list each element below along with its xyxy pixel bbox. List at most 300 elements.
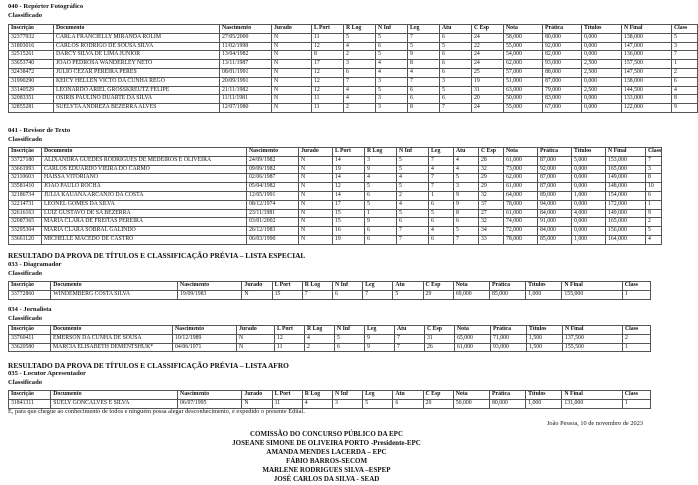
table-cell: 5: [365, 200, 397, 209]
table-cell: 4: [344, 42, 376, 51]
table-cell: 156,000: [606, 227, 646, 236]
table-cell: 32616163: [9, 209, 42, 218]
column-header: Jurado: [242, 391, 272, 400]
table-cell: 67,000: [543, 104, 582, 113]
column-header: C Esp: [472, 25, 504, 34]
table-cell: 3: [646, 165, 662, 174]
section-title: 034 - Jornalista: [8, 306, 52, 313]
table-cell: 5: [672, 33, 698, 42]
table-cell: 82,000: [543, 51, 582, 60]
table-cell: CARLA FRANCIELLY MIRANDA ROLIM: [54, 33, 220, 42]
table-row: [9, 86, 698, 95]
table-row: [9, 156, 662, 165]
table-cell: 33760411: [9, 334, 51, 343]
column-header: L Port: [275, 326, 305, 335]
table-cell: 5: [393, 290, 423, 299]
table-cell: LUIZ GUSTAVO DE SA BEZERRA: [42, 209, 247, 218]
table-cell: 9: [408, 51, 440, 60]
table-row: [9, 290, 651, 299]
table-cell: 89,000: [538, 191, 572, 200]
signature-line: FÁBIO BARROS-SECOM: [285, 457, 368, 465]
table-cell: 0,000: [572, 174, 606, 183]
table-cell: 0,000: [572, 165, 606, 174]
table-cell: 87,000: [538, 156, 572, 165]
signature-line: AMANDA MENDES LACERDA – EPC: [266, 448, 387, 456]
table-cell: 148,000: [606, 183, 646, 192]
table-cell: 1: [646, 200, 662, 209]
table-cell: 1,500: [527, 343, 563, 352]
table-cell: 164,000: [606, 235, 646, 244]
table-cell: 8: [646, 174, 662, 183]
table-cell: 133,000: [622, 95, 672, 104]
table-cell: N: [299, 200, 333, 209]
table-cell: 1: [622, 290, 650, 299]
table-row: [9, 95, 698, 104]
column-header: Class: [623, 326, 651, 335]
table-cell: 1: [622, 399, 650, 408]
table-cell: 37: [479, 200, 504, 209]
column-header: N Final: [562, 391, 622, 400]
results-table-reporter: [8, 24, 698, 113]
table-cell: 9: [454, 200, 479, 209]
column-header: Documento: [42, 148, 247, 157]
table-cell: SUELY GONCALVES E SILVA: [51, 399, 178, 408]
table-cell: 33661120: [9, 235, 42, 244]
table-cell: 27: [479, 209, 504, 218]
table-cell: 7: [395, 334, 425, 343]
table-cell: 50,000: [504, 95, 543, 104]
table-cell: 3: [344, 60, 376, 69]
table-cell: 138,000: [622, 77, 672, 86]
table-cell: 10/12/1989: [173, 334, 237, 343]
table-cell: 11/02/1998: [220, 42, 272, 51]
table-cell: 06/03/1990: [247, 235, 299, 244]
table-cell: N: [272, 104, 312, 113]
column-header: Nascimento: [247, 148, 299, 157]
table-cell: 5: [454, 174, 479, 183]
column-header: N Final: [622, 25, 672, 34]
column-header: Jurado: [237, 326, 275, 335]
table-cell: 7: [363, 290, 393, 299]
table-cell: 5: [376, 86, 408, 95]
column-header: Nascimento: [178, 282, 242, 291]
table-cell: 33661993: [9, 165, 42, 174]
table-cell: 1,000: [572, 191, 606, 200]
column-header: Documento: [51, 282, 178, 291]
table-cell: 154,000: [606, 191, 646, 200]
column-header: Leg: [408, 25, 440, 34]
table-cell: 21/11/1982: [220, 86, 272, 95]
table-cell: 131,000: [562, 399, 622, 408]
table-cell: 33295304: [9, 227, 42, 236]
table-cell: 33620580: [9, 343, 51, 352]
table-cell: N: [299, 218, 333, 227]
table-cell: 4: [454, 156, 479, 165]
table-row: [9, 227, 662, 236]
table-header-row: [9, 148, 662, 157]
table-cell: 19: [333, 235, 365, 244]
table-row: [9, 68, 698, 77]
table-cell: 24/09/1982: [247, 156, 299, 165]
table-cell: 6: [365, 191, 397, 200]
table-cell: 26/12/1983: [247, 227, 299, 236]
table-cell: 9: [672, 104, 698, 113]
table-cell: 6: [429, 235, 454, 244]
table-cell: SUELYTA ANDREZA BEZERRA ALVES: [54, 104, 220, 113]
table-cell: 62,000: [504, 174, 538, 183]
section-title: 035 - Locutor Apresentador: [8, 370, 86, 377]
table-cell: N: [299, 165, 333, 174]
table-cell: 6: [429, 200, 454, 209]
column-header: Títulos: [526, 391, 562, 400]
table-cell: 31990290: [9, 77, 54, 86]
column-header: Prática: [489, 282, 525, 291]
table-cell: 5: [363, 399, 393, 408]
table-cell: N: [272, 42, 312, 51]
table-cell: 85,000: [538, 235, 572, 244]
table-cell: 27/05/2000: [220, 33, 272, 42]
column-header: R Log: [365, 148, 397, 157]
table-cell: 33140529: [9, 86, 54, 95]
table-cell: 165,000: [606, 165, 646, 174]
table-cell: 55,000: [504, 42, 543, 51]
column-header: Inscrição: [9, 326, 51, 335]
column-header: R Log: [302, 391, 332, 400]
table-cell: HAISSA VITORIANO: [42, 174, 247, 183]
table-cell: 1,000: [526, 290, 562, 299]
table-cell: 71,000: [491, 334, 527, 343]
column-header: C Esp: [479, 148, 504, 157]
column-header: Inscrição: [9, 391, 51, 400]
column-header: Class: [672, 25, 698, 34]
column-header: N Inf: [376, 25, 408, 34]
table-cell: 74,000: [504, 218, 538, 227]
table-cell: 3: [376, 95, 408, 104]
column-header: C Esp: [425, 326, 455, 335]
table-cell: 5: [454, 227, 479, 236]
table-header-row: [9, 326, 651, 335]
table-cell: 24: [472, 51, 504, 60]
table-cell: 136,000: [622, 51, 672, 60]
table-cell: 28: [479, 156, 504, 165]
table-cell: 10: [646, 183, 662, 192]
column-header: N Inf: [332, 391, 362, 400]
table-cell: 9: [365, 165, 397, 174]
table-cell: 0,000: [572, 200, 606, 209]
column-header: Atu: [440, 25, 472, 34]
table-row: [9, 218, 662, 227]
table-cell: N: [299, 156, 333, 165]
table-cell: 2: [397, 191, 429, 200]
table-cell: 29: [479, 174, 504, 183]
table-cell: 80,000: [543, 33, 582, 42]
table-cell: 6: [408, 95, 440, 104]
results-table-jornalista: [8, 325, 651, 352]
table-header-row: [9, 25, 698, 34]
column-header: N Inf: [397, 148, 429, 157]
signature-line: COMISSÃO DO CONCURSO PÚBLICO DA EPC: [249, 430, 404, 438]
table-cell: 8: [312, 51, 344, 60]
table-cell: 32214731: [9, 200, 42, 209]
table-row: [9, 174, 662, 183]
table-cell: 147,000: [622, 42, 672, 51]
table-cell: 3: [376, 104, 408, 113]
table-cell: 09/09/1982: [247, 165, 299, 174]
column-header: N Inf: [335, 326, 365, 335]
table-cell: 05/04/1982: [247, 183, 299, 192]
table-cell: 172,000: [606, 200, 646, 209]
signature-line: JOSÉ CARLOS DA SILVA - SEAD: [273, 475, 380, 483]
table-cell: 12: [312, 68, 344, 77]
table-cell: 22: [472, 42, 504, 51]
table-cell: 5: [344, 33, 376, 42]
table-cell: 25: [472, 68, 504, 77]
table-cell: 80,000: [489, 399, 525, 408]
column-header: Leg: [363, 282, 393, 291]
table-cell: CARLOS EDUARDO VIEIRA DO CARMO: [42, 165, 247, 174]
table-cell: 165,000: [606, 218, 646, 227]
table-cell: 11: [312, 95, 344, 104]
table-cell: DARCY SILVA DE LIMA JUNIOR: [54, 51, 220, 60]
table-cell: EMERSON DA CUNHA DE SOUSA: [51, 334, 173, 343]
table-cell: 2: [672, 68, 698, 77]
table-cell: 17: [333, 200, 365, 209]
column-header: C Esp: [423, 282, 453, 291]
table-cell: 0,000: [582, 51, 622, 60]
table-cell: 15: [333, 218, 365, 227]
column-header: Nota: [453, 282, 489, 291]
table-cell: 54,000: [504, 51, 543, 60]
table-cell: 5: [646, 227, 662, 236]
table-cell: 8: [454, 209, 479, 218]
table-cell: N: [299, 227, 333, 236]
table-cell: ALIXANDRA GUEDES RODRIGUES DE MEDEIROS E OLIVEIRA: [42, 156, 247, 165]
table-cell: 91,000: [538, 218, 572, 227]
column-header: Prática: [491, 326, 527, 335]
column-header: N Final: [563, 326, 623, 335]
table-cell: 16: [333, 227, 365, 236]
table-cell: 4: [429, 165, 454, 174]
table-cell: 5: [408, 42, 440, 51]
table-cell: 3: [672, 42, 698, 51]
column-header: L Port: [312, 25, 344, 34]
table-cell: 31803016: [9, 42, 54, 51]
table-cell: 24: [472, 33, 504, 42]
table-cell: 29: [423, 290, 453, 299]
table-cell: 88,000: [543, 68, 582, 77]
table-row: [9, 399, 651, 408]
table-cell: 51,000: [504, 77, 543, 86]
column-header: Títulos: [526, 282, 562, 291]
table-cell: 65,000: [455, 334, 491, 343]
table-cell: 6: [397, 218, 429, 227]
column-header: L Port: [272, 391, 302, 400]
table-cell: WINDEMBERG COSTA SILVA: [51, 290, 178, 299]
signature-line: JOSEANE SIMONE DE OLIVEIRA PORTO -Presidente-EPC: [232, 439, 421, 447]
table-cell: 06/07/1995: [178, 399, 242, 408]
column-header: Nota: [453, 391, 489, 400]
table-cell: N: [299, 209, 333, 218]
table-cell: 87,000: [538, 183, 572, 192]
table-cell: JULIO CEZAR PEREIRA PERES: [54, 68, 220, 77]
table-cell: 32083351: [9, 95, 54, 104]
table-cell: 12/05/1991: [247, 191, 299, 200]
table-cell: 64,000: [504, 191, 538, 200]
table-cell: 32515261: [9, 51, 54, 60]
table-cell: 6: [454, 218, 479, 227]
table-cell: 0,000: [572, 218, 606, 227]
table-cell: 7: [395, 343, 425, 352]
table-cell: 15: [272, 290, 302, 299]
table-cell: 6: [440, 60, 472, 69]
table-cell: 32: [479, 191, 504, 200]
table-cell: 1: [365, 209, 397, 218]
column-header: Nota: [504, 25, 543, 34]
signature-line: MARLENE RODRIGUES SILVA –ESPEP: [262, 466, 391, 474]
column-header: Jurado: [242, 282, 272, 291]
column-header: Documento: [54, 25, 220, 34]
table-cell: 33772860: [9, 290, 51, 299]
column-header: Jurado: [272, 25, 312, 34]
column-header: C Esp: [423, 391, 453, 400]
column-header: Nascimento: [178, 391, 242, 400]
table-row: [9, 334, 651, 343]
column-header: N Inf: [332, 282, 362, 291]
table-row: [9, 235, 662, 244]
table-cell: 32087365: [9, 218, 42, 227]
table-cell: 83,000: [543, 95, 582, 104]
table-cell: 5: [440, 42, 472, 51]
table-cell: 12/07/1980: [220, 104, 272, 113]
column-header: Class: [622, 391, 650, 400]
table-cell: 1: [623, 343, 651, 352]
table-cell: N: [242, 290, 272, 299]
table-cell: 6: [365, 235, 397, 244]
table-cell: 11: [272, 399, 302, 408]
table-row: [9, 200, 662, 209]
column-header: Títulos: [582, 25, 622, 34]
table-cell: 13/04/1982: [220, 51, 272, 60]
table-cell: N: [242, 399, 272, 408]
table-cell: 11: [312, 104, 344, 113]
table-cell: 33727180: [9, 156, 42, 165]
table-cell: 11: [312, 33, 344, 42]
table-cell: MARIA CLARA SOBRAL GALINDO: [42, 227, 247, 236]
table-cell: 26: [425, 343, 455, 352]
table-cell: MARCIA ELISABETH DEMENTSHUK*: [51, 343, 173, 352]
section-subtitle: Classificado: [8, 315, 43, 322]
table-cell: 9: [365, 334, 395, 343]
table-cell: 93,000: [543, 60, 582, 69]
column-header: R Log: [344, 25, 376, 34]
table-cell: 155,500: [563, 343, 623, 352]
table-cell: 29: [479, 183, 504, 192]
table-cell: 0,000: [572, 227, 606, 236]
table-cell: 4: [365, 174, 397, 183]
table-cell: 4: [646, 235, 662, 244]
table-row: [9, 42, 698, 51]
table-cell: 7: [440, 104, 472, 113]
table-cell: 2: [305, 343, 335, 352]
table-cell: 63,000: [504, 86, 543, 95]
column-header: Inscrição: [9, 282, 51, 291]
column-header: L Port: [333, 148, 365, 157]
table-cell: 4,000: [572, 209, 606, 218]
table-cell: 5: [397, 183, 429, 192]
table-cell: 1,500: [527, 334, 563, 343]
table-cell: 34: [479, 227, 504, 236]
column-header: Nascimento: [173, 326, 237, 335]
table-cell: 03/01/2002: [247, 218, 299, 227]
table-cell: 69,000: [453, 290, 489, 299]
section-subtitle: Classificado: [8, 136, 43, 143]
column-header: Nota: [504, 148, 538, 157]
column-header: Inscrição: [9, 148, 42, 157]
table-cell: 5: [397, 156, 429, 165]
table-cell: MARIA CLARA DE FREITAS PEREIRA: [42, 218, 247, 227]
table-cell: 7: [408, 77, 440, 86]
table-cell: 31841311: [9, 399, 51, 408]
column-header: N Final: [606, 148, 646, 157]
column-header: L Port: [272, 282, 302, 291]
table-cell: 7: [672, 51, 698, 60]
table-cell: 0,000: [582, 104, 622, 113]
table-cell: 84,000: [538, 209, 572, 218]
table-cell: 5: [429, 209, 454, 218]
table-cell: 33581410: [9, 183, 42, 192]
column-header: Prática: [489, 391, 525, 400]
table-row: [9, 343, 651, 352]
table-cell: LEONEL GOMES DA SILVA: [42, 200, 247, 209]
table-cell: 6: [408, 86, 440, 95]
table-cell: 7: [397, 235, 429, 244]
table-cell: N: [272, 77, 312, 86]
table-cell: 5: [397, 209, 429, 218]
table-cell: 23/11/1981: [247, 209, 299, 218]
table-cell: 1,000: [526, 399, 562, 408]
table-cell: 12: [312, 77, 344, 86]
table-cell: 7: [408, 33, 440, 42]
table-cell: 72,000: [504, 227, 538, 236]
table-cell: 4: [454, 165, 479, 174]
table-cell: 14: [333, 191, 365, 200]
table-cell: JULIA KAUANA ARCANJO DA COSTA: [42, 191, 247, 200]
column-header: Atu: [454, 148, 479, 157]
table-cell: 32110603: [9, 174, 42, 183]
table-cell: N: [272, 51, 312, 60]
table-cell: 04/06/1971: [173, 343, 237, 352]
table-cell: 2: [344, 104, 376, 113]
column-header: Jurado: [299, 148, 333, 157]
table-cell: 92,000: [538, 165, 572, 174]
table-cell: 50,000: [453, 399, 489, 408]
table-cell: 9: [454, 191, 479, 200]
table-cell: 6: [365, 227, 397, 236]
column-header: Class: [646, 148, 662, 157]
table-cell: 4: [344, 95, 376, 104]
table-cell: 4: [376, 60, 408, 69]
results-table-revisor: [8, 147, 662, 245]
table-cell: 14: [333, 156, 365, 165]
table-cell: 5: [335, 334, 365, 343]
table-cell: 6: [440, 95, 472, 104]
table-cell: 2: [344, 51, 376, 60]
table-header-row: [9, 391, 651, 400]
column-header: Prática: [543, 25, 582, 34]
table-cell: 17: [312, 60, 344, 69]
table-cell: 4: [408, 68, 440, 77]
table-cell: 5: [376, 33, 408, 42]
